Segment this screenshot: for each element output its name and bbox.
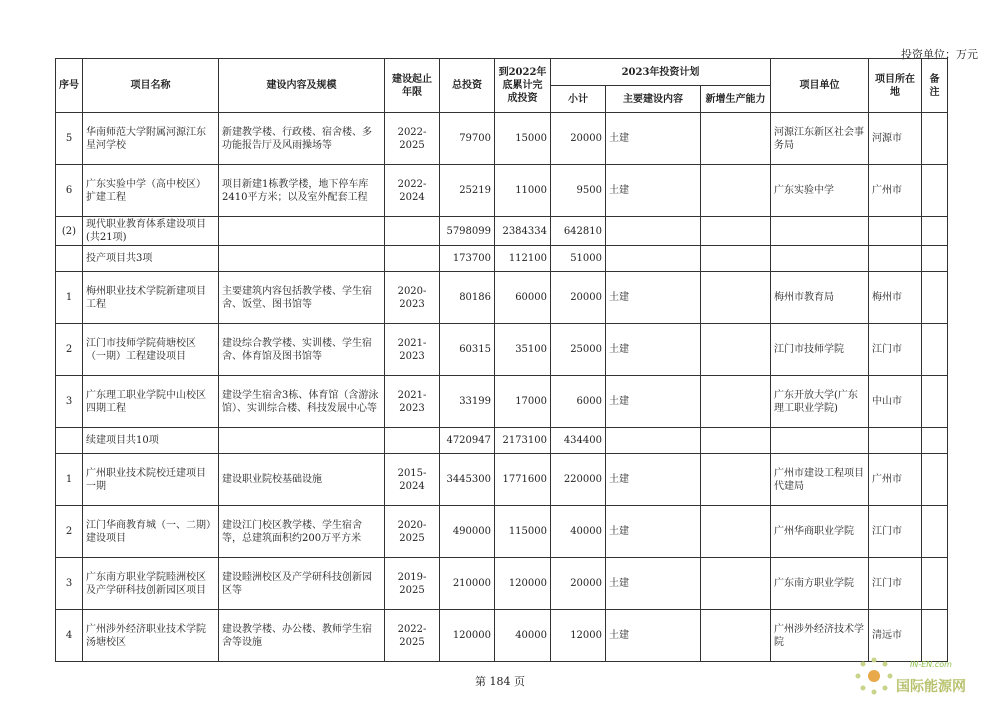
cell-unit: 广州华商职业学院	[771, 506, 869, 558]
cell-unit: 广州涉外经济技术学院	[771, 610, 869, 662]
cell-remark	[922, 272, 948, 324]
cell-period	[385, 428, 440, 454]
header-name: 项目名称	[83, 59, 219, 113]
cell-new-capacity	[701, 558, 771, 610]
cell-name: 江门华商教育城（一、二期）建设项目	[83, 506, 219, 558]
cell-content: 主要建筑内容包括教学楼、学生宿舍、饭堂、图书馆等	[219, 272, 385, 324]
table-row	[56, 558, 948, 610]
cell-main-content: 土建	[606, 113, 701, 165]
header-unit: 项目单位	[771, 59, 869, 113]
cell-total: 3445300	[440, 454, 495, 506]
cell-content: 建设睦洲校区及产学研科技创新园区等	[219, 558, 385, 610]
cell-subtotal: 642810	[551, 217, 606, 246]
header-content: 建设内容及规模	[219, 59, 385, 113]
header-main-content: 主要建设内容	[606, 86, 701, 113]
cell-name: 投产项目共3项	[83, 246, 219, 272]
cell-period	[385, 217, 440, 246]
cell-name: 续建项目共10项	[83, 428, 219, 454]
header-seq: 序号	[56, 59, 83, 113]
cell-main-content: 土建	[606, 376, 701, 428]
header-row	[56, 59, 948, 86]
cell-unit: 广州市建设工程项目代建局	[771, 454, 869, 506]
cell-name: 现代职业教育体系建设项目(共21项)	[83, 217, 219, 246]
cell-new-capacity	[701, 165, 771, 217]
cell-cumulative: 120000	[495, 558, 551, 610]
cell-seq: 2	[56, 506, 83, 558]
table-row	[56, 610, 948, 662]
cell-seq: 1	[56, 272, 83, 324]
cell-total: 173700	[440, 246, 495, 272]
section-row	[56, 217, 948, 246]
cell-period	[385, 246, 440, 272]
header-period: 建设起止年限	[385, 59, 440, 113]
cell-content: 建设学生宿舍3栋、体育馆（含游泳馆）、实训综合楼、科技发展中心等	[219, 376, 385, 428]
cell-period: 2022-2024	[385, 165, 440, 217]
cell-cumulative: 2384334	[495, 217, 551, 246]
cell-name: 广州涉外经济职业技术学院汤塘校区	[83, 610, 219, 662]
cell-content: 建设职业院校基础设施	[219, 454, 385, 506]
cell-main-content: 土建	[606, 324, 701, 376]
cell-name: 广东实验中学（高中校区）扩建工程	[83, 165, 219, 217]
table-row	[56, 506, 948, 558]
sun-logo-icon	[852, 654, 896, 698]
cell-cumulative: 17000	[495, 376, 551, 428]
cell-period: 2022-2025	[385, 113, 440, 165]
section-row	[56, 428, 948, 454]
cell-new-capacity	[701, 506, 771, 558]
cell-main-content: 土建	[606, 558, 701, 610]
page-number: 第 184 页	[475, 675, 525, 688]
header-cumulative: 到2022年底累计完成投资	[495, 59, 551, 113]
cell-location	[869, 428, 922, 454]
cell-seq: 4	[56, 610, 83, 662]
cell-total: 120000	[440, 610, 495, 662]
watermark-site: IN-EN.com	[910, 660, 952, 669]
cell-period: 2015-2024	[385, 454, 440, 506]
section-row	[56, 246, 948, 272]
cell-seq: 5	[56, 113, 83, 165]
cell-location: 江门市	[869, 324, 922, 376]
cell-subtotal: 9500	[551, 165, 606, 217]
table-row	[56, 113, 948, 165]
cell-new-capacity	[701, 376, 771, 428]
table-row	[56, 272, 948, 324]
table-row	[56, 324, 948, 376]
cell-name: 华南师范大学附属河源江东星河学校	[83, 113, 219, 165]
cell-content: 新建教学楼、行政楼、宿舍楼、多功能报告厅及风雨操场等	[219, 113, 385, 165]
cell-new-capacity	[701, 113, 771, 165]
cell-new-capacity	[701, 454, 771, 506]
cell-seq: 1	[56, 454, 83, 506]
cell-unit: 江门市技师学院	[771, 324, 869, 376]
cell-location	[869, 246, 922, 272]
cell-new-capacity	[701, 610, 771, 662]
cell-main-content	[606, 246, 701, 272]
cell-subtotal: 6000	[551, 376, 606, 428]
cell-remark	[922, 324, 948, 376]
cell-remark	[922, 558, 948, 610]
cell-location: 中山市	[869, 376, 922, 428]
cell-location: 广州市	[869, 454, 922, 506]
cell-location: 梅州市	[869, 272, 922, 324]
cell-period: 2021-2023	[385, 324, 440, 376]
cell-seq: 3	[56, 376, 83, 428]
cell-location: 江门市	[869, 506, 922, 558]
watermark-name: 国际能源网	[896, 679, 966, 695]
cell-remark	[922, 165, 948, 217]
cell-total: 60315	[440, 324, 495, 376]
cell-subtotal: 20000	[551, 558, 606, 610]
unit-label: 投资单位：万元	[901, 48, 978, 61]
cell-new-capacity	[701, 272, 771, 324]
investment-table	[55, 58, 948, 662]
cell-content	[219, 428, 385, 454]
cell-total: 79700	[440, 113, 495, 165]
cell-name: 广州职业技术院校迁建项目一期	[83, 454, 219, 506]
cell-period: 2020-2023	[385, 272, 440, 324]
cell-cumulative: 60000	[495, 272, 551, 324]
cell-main-content	[606, 428, 701, 454]
cell-content: 建设教学楼、办公楼、教师学生宿舍等设施	[219, 610, 385, 662]
cell-new-capacity	[701, 217, 771, 246]
cell-total: 5798099	[440, 217, 495, 246]
cell-remark	[922, 246, 948, 272]
cell-content	[219, 246, 385, 272]
cell-name: 梅州职业技术学院新建项目工程	[83, 272, 219, 324]
cell-total: 4720947	[440, 428, 495, 454]
cell-remark	[922, 506, 948, 558]
cell-remark	[922, 376, 948, 428]
cell-location	[869, 217, 922, 246]
header-location: 项目所在地	[869, 59, 922, 113]
watermark-logo	[852, 654, 992, 698]
cell-cumulative: 1771600	[495, 454, 551, 506]
cell-content: 建设综合教学楼、实训楼、学生宿舍、体育馆及图书馆等	[219, 324, 385, 376]
cell-location: 江门市	[869, 558, 922, 610]
cell-location: 广州市	[869, 165, 922, 217]
cell-unit	[771, 217, 869, 246]
cell-subtotal: 20000	[551, 272, 606, 324]
cell-seq: 3	[56, 558, 83, 610]
cell-cumulative: 112100	[495, 246, 551, 272]
cell-unit: 广东开放大学(广东理工职业学院)	[771, 376, 869, 428]
cell-subtotal: 434400	[551, 428, 606, 454]
cell-seq: 2	[56, 324, 83, 376]
cell-content	[219, 217, 385, 246]
cell-new-capacity	[701, 428, 771, 454]
cell-subtotal: 51000	[551, 246, 606, 272]
cell-unit: 广东南方职业学院	[771, 558, 869, 610]
cell-cumulative: 115000	[495, 506, 551, 558]
cell-total: 80186	[440, 272, 495, 324]
cell-main-content: 土建	[606, 610, 701, 662]
cell-location: 清远市	[869, 610, 922, 662]
cell-main-content	[606, 217, 701, 246]
cell-total: 33199	[440, 376, 495, 428]
header-subtotal: 小计	[551, 86, 606, 113]
cell-total: 490000	[440, 506, 495, 558]
cell-content: 项目新建1栋教学楼，地下停车库2410平方米；以及室外配套工程	[219, 165, 385, 217]
cell-main-content: 土建	[606, 506, 701, 558]
cell-new-capacity	[701, 324, 771, 376]
cell-name: 广东理工职业学院中山校区四期工程	[83, 376, 219, 428]
header-new-capacity: 新增生产能力	[701, 86, 771, 113]
table-row	[56, 454, 948, 506]
cell-main-content: 土建	[606, 454, 701, 506]
cell-main-content: 土建	[606, 272, 701, 324]
cell-unit: 广东实验中学	[771, 165, 869, 217]
header-plan2023: 2023年投资计划	[551, 59, 771, 86]
cell-seq: (2)	[56, 217, 83, 246]
cell-period: 2020-2025	[385, 506, 440, 558]
cell-remark	[922, 113, 948, 165]
header-total: 总投资	[440, 59, 495, 113]
cell-period: 2021-2023	[385, 376, 440, 428]
cell-remark	[922, 428, 948, 454]
cell-unit	[771, 246, 869, 272]
cell-unit	[771, 428, 869, 454]
cell-subtotal: 25000	[551, 324, 606, 376]
cell-seq: 6	[56, 165, 83, 217]
cell-content: 建设江门校区教学楼、学生宿舍等，总建筑面积约200万平方米	[219, 506, 385, 558]
cell-new-capacity	[701, 246, 771, 272]
cell-subtotal: 20000	[551, 113, 606, 165]
header-remark: 备注	[922, 59, 948, 113]
cell-remark	[922, 217, 948, 246]
cell-seq	[56, 428, 83, 454]
cell-remark	[922, 454, 948, 506]
table-row	[56, 165, 948, 217]
cell-subtotal: 220000	[551, 454, 606, 506]
table-row	[56, 376, 948, 428]
cell-total: 210000	[440, 558, 495, 610]
cell-total: 25219	[440, 165, 495, 217]
cell-unit: 梅州市教育局	[771, 272, 869, 324]
cell-subtotal: 12000	[551, 610, 606, 662]
cell-cumulative: 15000	[495, 113, 551, 165]
cell-name: 广东南方职业学院睦洲校区及产学研科技创新园区项目	[83, 558, 219, 610]
cell-unit: 河源江东新区社会事务局	[771, 113, 869, 165]
cell-cumulative: 40000	[495, 610, 551, 662]
cell-main-content: 土建	[606, 165, 701, 217]
cell-cumulative: 11000	[495, 165, 551, 217]
cell-cumulative: 35100	[495, 324, 551, 376]
cell-location: 河源市	[869, 113, 922, 165]
cell-seq	[56, 246, 83, 272]
cell-period: 2019-2025	[385, 558, 440, 610]
cell-cumulative: 2173100	[495, 428, 551, 454]
cell-period: 2022-2025	[385, 610, 440, 662]
cell-subtotal: 40000	[551, 506, 606, 558]
cell-name: 江门市技师学院荷塘校区（一期）工程建设项目	[83, 324, 219, 376]
